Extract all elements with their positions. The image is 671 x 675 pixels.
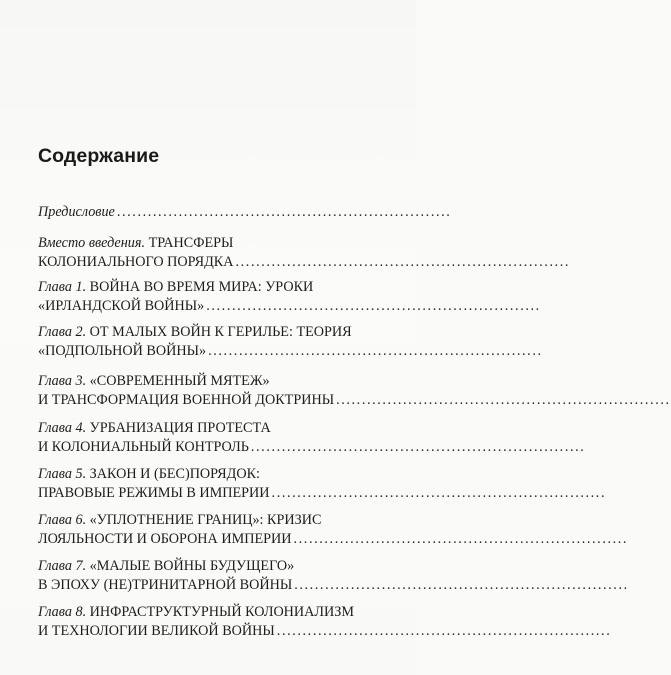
- toc-entry-title: УРБАНИЗАЦИЯ ПРОТЕСТА: [89, 420, 271, 436]
- toc-entry-line: [38, 484, 607, 503]
- dot-leader: .................................................................: [271, 485, 607, 501]
- toc-entry-line: [38, 391, 671, 410]
- page-title: Содержание: [38, 145, 160, 167]
- toc-entry-line: [38, 557, 416, 576]
- toc-entry-title: ПРАВОВЫЕ РЕЖИМЫ В ИМПЕРИИ: [38, 485, 270, 501]
- toc-entry-chapter-4[interactable]: [38, 419, 586, 457]
- toc-entry-title: «ПОДПОЛЬНОЙ ВОЙНЫ»: [38, 343, 207, 359]
- toc-entry-chapter-8[interactable]: [38, 603, 612, 641]
- toc-entry-chapter-2[interactable]: [38, 323, 543, 361]
- toc-entry-prefix: Глава 1.: [38, 279, 90, 295]
- dot-leader: .................................................................: [250, 439, 586, 455]
- toc-entry-prefix: Глава 6.: [38, 512, 90, 528]
- toc-entry-line: [38, 323, 416, 342]
- toc-entry-line: [38, 203, 452, 222]
- toc-entry-chapter-5[interactable]: [38, 465, 607, 503]
- toc-entry-line: [38, 372, 416, 391]
- toc-entry-title: ЛОЯЛЬНОСТИ И ОБОРОНА ИМПЕРИИ: [38, 531, 292, 547]
- toc-entry-line: [38, 530, 629, 549]
- toc-entry-line: [38, 603, 416, 622]
- toc-entry-title: И ТРАНСФОРМАЦИЯ ВОЕННОЙ ДОКТРИНЫ: [38, 392, 335, 408]
- toc-entry-prefix: Глава 5.: [38, 466, 90, 482]
- toc-entry-title: ИНФРАСТРУКТУРНЫЙ КОЛОНИАЛИЗМ: [89, 604, 355, 620]
- dot-leader: .................................................................: [235, 254, 571, 270]
- toc-entry-chapter-1[interactable]: [38, 278, 541, 316]
- dot-leader: .................................................................: [206, 298, 541, 314]
- dot-leader: .................................................................: [336, 392, 671, 408]
- toc-entry-line: [38, 234, 416, 253]
- toc-entry-prefix: Глава 4.: [38, 420, 90, 436]
- toc-entry-line: [38, 511, 416, 530]
- toc-entry-title: «СОВРЕМЕННЫЙ МЯТЕЖ»: [89, 373, 270, 389]
- toc-entry-introduction[interactable]: [38, 234, 571, 272]
- toc-entry-title: «МАЛЫЕ ВОЙНЫ БУДУЩЕГО»: [89, 558, 295, 574]
- dot-leader: .................................................................: [208, 343, 543, 359]
- toc-entry-line: [38, 576, 629, 595]
- toc-entry-line: [38, 438, 586, 457]
- toc-entry-line: [38, 253, 571, 272]
- toc-entry-title: И КОЛОНИАЛЬНЫЙ КОНТРОЛЬ: [38, 439, 249, 455]
- toc-entry-chapter-6[interactable]: [38, 511, 629, 549]
- toc-entry-prefix: Глава 2.: [38, 324, 90, 340]
- toc-entry-chapter-7[interactable]: [38, 557, 629, 595]
- toc-entry-title: ОТ МАЛЫХ ВОЙН К ГЕРИЛЬЕ: ТЕОРИЯ: [89, 324, 352, 340]
- toc-entry-title: КОЛОНИАЛЬНОГО ПОРЯДКА: [38, 254, 234, 270]
- toc-entry-title: ВОЙНА ВО ВРЕМЯ МИРА: УРОКИ: [89, 279, 314, 295]
- toc-entry-title: В ЭПОХУ (НЕ)ТРИНИТАРНОЙ ВОЙНЫ: [38, 577, 293, 593]
- dot-leader: .................................................................: [293, 531, 629, 547]
- toc-entry-title: И ТЕХНОЛОГИИ ВЕЛИКОЙ ВОЙНЫ: [38, 623, 275, 639]
- toc-entry-line: [38, 342, 543, 361]
- toc-entry-line: [38, 622, 612, 641]
- toc-entry-title: «УПЛОТНЕНИЕ ГРАНИЦ»: КРИЗИС: [89, 512, 322, 528]
- dot-leader: .................................................................: [116, 204, 452, 220]
- toc-entry-line: [38, 465, 416, 484]
- toc-entry-line: [38, 278, 416, 297]
- toc-entry-chapter-3[interactable]: [38, 372, 671, 410]
- toc-entry-title: ЗАКОН И (БЕС)ПОРЯДОК:: [89, 466, 260, 482]
- toc-entry-line: [38, 297, 541, 316]
- toc-entry-prefix: Глава 8.: [38, 604, 90, 620]
- dot-leader: .................................................................: [276, 623, 612, 639]
- toc-entry-prefix: Предисловие: [38, 204, 115, 220]
- dot-leader: .................................................................: [294, 577, 629, 593]
- toc-entry-preface[interactable]: [38, 203, 452, 222]
- toc-entry-title: ТРАНСФЕРЫ: [148, 235, 234, 251]
- toc-entry-title: «ИРЛАНДСКОЙ ВОЙНЫ»: [38, 298, 205, 314]
- toc-entry-line: [38, 419, 416, 438]
- toc-entry-prefix: Глава 3.: [38, 373, 90, 389]
- toc-entry-prefix: Вместо введения.: [38, 235, 149, 251]
- toc-entry-prefix: Глава 7.: [38, 558, 90, 574]
